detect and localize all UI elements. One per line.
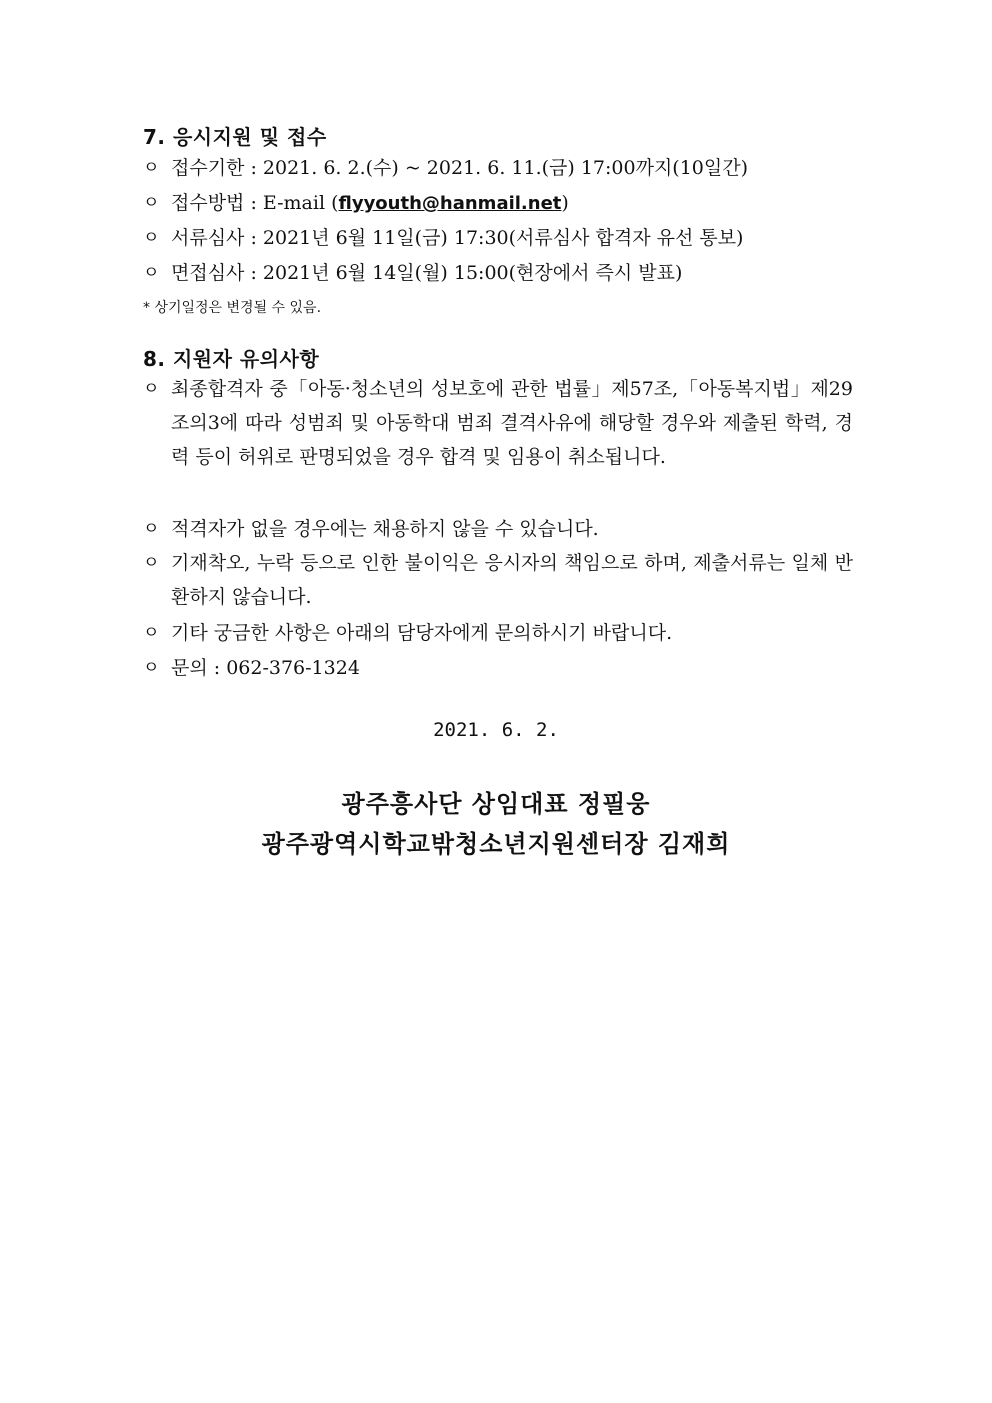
method-suffix: ) (561, 192, 569, 214)
schedule-note: * 상기일정은 변경될 수 있음. (143, 300, 322, 316)
interview-text: 면접심사 : 2021년 6월 14일(월) 15:00(현장에서 즉시 발표) (171, 262, 683, 284)
bullet-icon: ㅇ (143, 553, 160, 573)
email-link[interactable]: flyyouth@hanmail.net (338, 193, 562, 214)
deadline-item (143, 151, 853, 185)
method-text (171, 186, 853, 221)
bullet-icon: ㅇ (143, 263, 160, 283)
bullet-icon: ㅇ (143, 519, 160, 539)
notice-text-1: 최종합격자 중「아동·청소년의 성보호에 관한 법률」제57조,「아동복지법」제29조의3에 따라 성범죄 및 아동학대 범죄 결격사유에 해당할 경우와 제출된 학력, 경력 등이 허위로 판명되었을 경우 합격 및 임용이 취소됩니다. (171, 378, 853, 468)
notice-text-3: 기재착오, 누락 등으로 인한 불이익은 응시자의 책임으로 하며, 제출서류는 일체 반환하지 않습니다. (171, 552, 853, 608)
signer-line-1: 광주흥사단 상임대표 정필웅 (341, 789, 651, 818)
method-prefix: 접수방법 : E-mail ( (171, 192, 339, 214)
notice-text-4: 기타 궁금한 사항은 아래의 담당자에게 문의하시기 바랍니다. (171, 622, 673, 644)
bullet-icon: ㅇ (143, 193, 160, 213)
method-item (143, 186, 853, 221)
document-review-item (143, 221, 853, 255)
notice-text-2: 적격자가 없을 경우에는 채용하지 않을 수 있습니다. (171, 518, 599, 540)
document-review-text: 서류심사 : 2021년 6월 11일(금) 17:30(서류심사 합격자 유선 통보) (171, 227, 744, 249)
section-7-heading: 7. 응시지원 및 접수 (143, 125, 327, 149)
contact-text: 문의 : 062-376-1324 (171, 657, 360, 679)
notice-item-1 (143, 372, 853, 474)
bullet-icon: ㅇ (143, 158, 160, 178)
notice-item-5 (143, 651, 853, 685)
signer-line-2: 광주광역시학교밖청소년지원센터장 김재희 (261, 829, 731, 858)
bullet-icon: ㅇ (143, 379, 160, 399)
notice-item-4 (143, 616, 853, 650)
notice-item-3 (143, 546, 853, 614)
section-8-heading: 8. 지원자 유의사항 (143, 347, 320, 371)
bullet-icon: ㅇ (143, 623, 160, 643)
deadline-text: 접수기한 : 2021. 6. 2.(수) ~ 2021. 6. 11.(금) 17:00까지(10일간) (171, 157, 749, 179)
bullet-icon: ㅇ (143, 658, 160, 678)
interview-item (143, 256, 853, 290)
bullet-icon: ㅇ (143, 228, 160, 248)
document-date: 2021. 6. 2. (433, 719, 559, 741)
notice-item-2 (143, 512, 853, 546)
